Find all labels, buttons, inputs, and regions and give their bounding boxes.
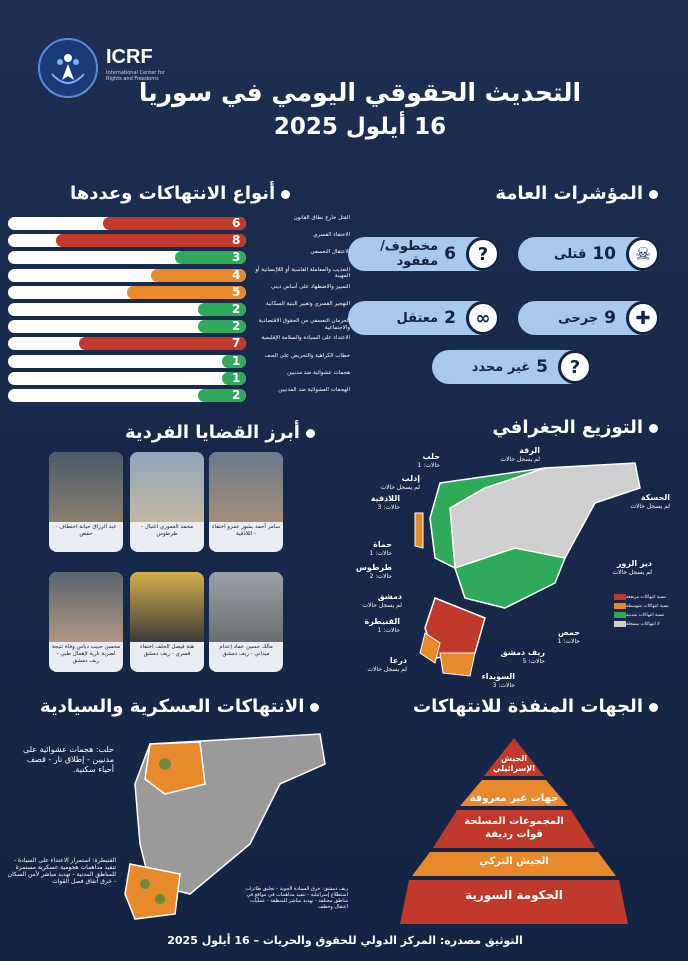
bar-track [8,251,246,264]
bar-track [8,372,246,385]
legend-item: لا انتهاكات مسجلة [612,621,688,627]
geo-label: الرقة لم يسجل حالات [500,446,540,463]
bar-label: الاعتداء على السيادة والسلامة الإقليمية [261,335,350,342]
pyramid-label-4: الجيش التركي [479,856,549,867]
pyramid-label-2: جهات غير معروفة [469,793,559,804]
case-caption: عبد الرزاق حيانة اختطاف - حمص [55,524,117,537]
bar-label: القتل خارج نطاق القانون [293,215,350,221]
bar-label: التمييز والاضطهاد على أساس ديني [271,283,350,290]
legend-item: نسبة انتهاكات مرتفعة [612,594,688,600]
violation-bar-row [8,251,348,264]
bar-label: الاختفاء القسري [313,232,350,239]
military-note-rif-dimashq: ريف دمشق: خرق السيادة الجوية - تحليق طائرات استطلاع إسرائيلية - تنفيذ مداهمات في مواقع في مناطق مختلفة - تهديد مباشر للمنطقة - عمليات اعتقال وخطف [245,886,348,910]
case-caption: مالك حسين عماد إعدام ميداني - ريف دمشق [219,644,273,657]
attack-marker-icon [140,879,150,889]
geo-label: ريف دمشق حالات: 5 [500,648,545,665]
bar-fill [56,234,246,247]
bar-value: 3 [232,251,241,265]
attack-marker-icon [155,894,165,904]
case-caption: محسن حبيب دياس وفاة نتيجة لضربة نارية لإهمال طبي - ريف دمشق [51,644,121,664]
bar-track [8,217,246,230]
geo-label: درعا لم يسجل حالات [367,656,407,673]
person-photo [49,572,123,642]
perpetrators-title: الجهات المنفذة للانتهاكات [413,696,658,717]
bar-value: 8 [232,234,241,248]
pyramid-label-3: المجموعات المسلحة قوات رديفة [464,816,564,840]
bar-track [8,389,246,402]
geo-label: إدلب لم يسجل حالات [380,474,420,491]
pyramid-label-1: الجيش الإسرائيلي [493,754,535,773]
violation-bar-row [8,320,348,333]
bar-value: 7 [232,337,241,351]
person-photo [209,572,283,642]
bar-track [8,286,246,299]
bar-track [8,320,246,333]
plus-icon: ✚ [626,301,660,335]
map-region-south [125,864,180,919]
violation-bar-row [8,369,350,385]
bar-fill [127,286,246,299]
violation-bar-row [8,337,348,350]
case-caption: سامر أحمد بشور عمرو اختفاء - اللاذقية [212,524,280,537]
person-photo [49,452,123,522]
bar-track [8,337,246,350]
bar-label: التعذيب والمعاملة القاسية أو اللاإنسانية أو المهينة [255,266,350,280]
footer-source: التوثيق مصدره: المركز الدولي للحقوق والحريات – 16 أيلول 2025 [167,934,523,947]
person-photo [130,452,204,522]
geo-label: حمص حالات: 1 [557,628,580,645]
military-note-quneitra: القنيطرة: استمرار الاعتداء على السيادة - تنفيذ مداهمات هجومية عسكرية مستمرة للمناطق المدنية - تهديد مباشر لأمن السكان - خرق اتفاق فصل القوات [7,857,116,885]
bar-label: الهجمات العشوائية ضد المدنيين [278,387,350,393]
geo-legend [612,594,688,630]
indicator-detained: ∞ 2 معتقل [348,301,500,335]
bar-label: الحرمان التعسفي من الحقوق الاقتصادية والاجتماعية [258,318,350,331]
bar-track [8,355,246,368]
bar-label: خطاب الكراهية والتحريض على العنف [264,352,350,359]
case-card [209,572,283,672]
bar-track [8,269,246,282]
pyramid-level-5 [400,880,628,924]
geo-label: طرطوس حالات: 2 [355,563,392,580]
bar-label: هجمات عشوائية ضد مدنيين [287,369,350,376]
case-card [130,572,204,672]
violation-bar-row [8,234,348,247]
indicator-missing: ? 6 مخطوف/مفقود [348,237,500,271]
legend-item: نسبة انتهاكات متوسطة [612,603,688,609]
bar-track [8,234,246,247]
case-card [130,452,204,552]
geo-label: اللاذقية حالات: 3 [370,494,400,511]
geo-label: دمشق لم يسجل حالات [362,592,402,609]
pyramid-label-5: الحكومة السورية [465,888,563,902]
bar-value: 2 [232,389,241,402]
violation-bar-row [8,303,348,316]
indicator-killed: ☠ 10 قتلى [518,237,660,271]
case-caption: محمد العموري اغتيال - طرطوس [140,524,194,537]
geo-label: دير الزور لم يسجل حالات [612,559,652,576]
geo-label: حماة حالات: 1 [369,540,392,557]
person-photo [209,452,283,522]
org-subtitle: International Center for Rights and Freedoms [106,70,165,82]
case-card [209,452,283,552]
military-note-aleppo: حلب: هجمات عشوائية على مدنيين - إطلاق نار - قصف أحياء سكنية. [22,745,114,774]
bar-value: 4 [232,268,241,282]
map-region-aleppo [145,742,205,794]
violation-bar-row [8,266,350,282]
person-photo [130,572,204,642]
indicator-injured: ✚ 9 جرحى [518,301,660,335]
bar-label: التهجير القسري وتغيير البنية السكانية [265,301,350,307]
indicators-title: المؤشرات العامة [495,183,658,204]
bar-value: 1 [232,354,241,368]
cases-title: أبرز القضايا الفردية [125,422,315,443]
violations-title: أنواع الانتهاكات وعددها [70,183,290,204]
indicator-unknown: ? 5 غير محدد [432,350,592,384]
violation-bar-row [8,389,348,402]
geo-title: التوزيع الجغرافي [492,417,658,438]
page-date: 16 أيلول 2025 [273,114,447,140]
handcuffs-icon: ∞ [466,301,500,335]
violation-bar-row [8,283,350,299]
bar-fill [79,337,246,350]
bar-value: 5 [232,285,241,299]
legend-item: نسبة انتهاكات متدنية [612,612,688,618]
skull-icon: ☠ [626,237,660,271]
bar-value: 2 [232,320,241,334]
geo-label: السويداء حالات: 3 [481,672,515,689]
military-title: الانتهاكات العسكرية والسيادية [40,696,319,717]
question-icon: ? [558,350,592,384]
case-card [49,572,123,672]
bar-value: 1 [232,371,241,385]
org-name: ICRF [106,46,153,68]
geo-label: الحسكة لم يسجل حالات [630,493,670,510]
bar-value: 6 [232,217,241,230]
attack-marker-icon [159,758,171,770]
question-icon: ? [466,237,500,271]
violation-bar-row [8,217,348,230]
case-caption: هبة فيصل الخلف اختفاء قسري - ريف دمشق [140,644,194,657]
bar-fill [103,217,246,230]
bar-value: 2 [232,303,241,316]
map-region-latakia [415,513,423,548]
geo-label: القنيطرة حالات: 1 [364,617,400,634]
geo-label: حلب حالات: 1 [417,452,440,469]
bar-label: الاعتقال التعسفي [310,249,350,256]
bar-track [8,303,246,316]
violation-bar-row [8,352,350,368]
case-card [49,452,123,552]
page-title: التحديث الحقوقي اليومي في سوريا [138,78,582,107]
